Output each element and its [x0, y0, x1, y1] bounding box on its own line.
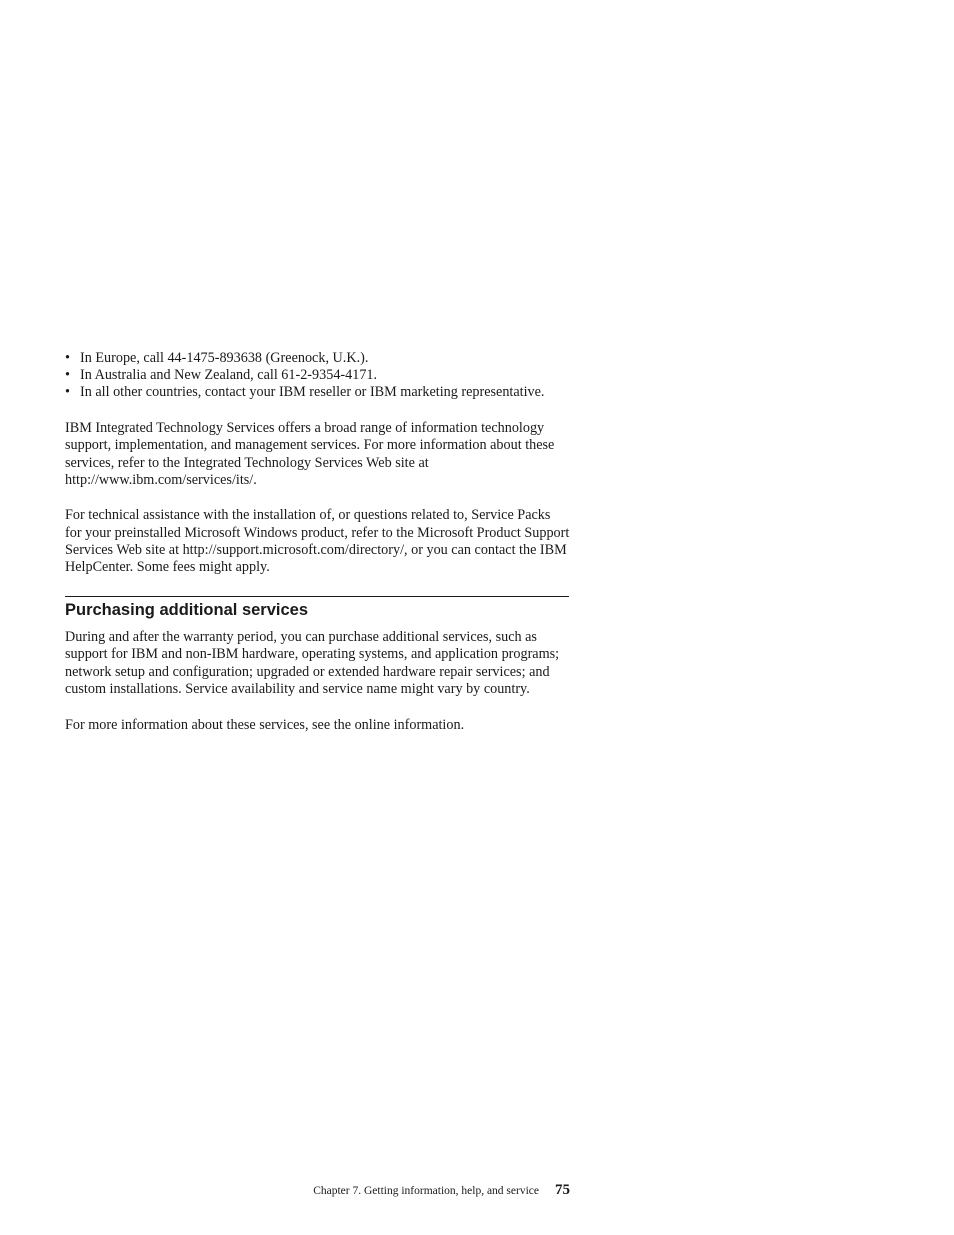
list-item	[65, 384, 570, 401]
footer-chapter-title: Chapter 7. Getting information, help, and service	[313, 1185, 539, 1197]
bullet-glyph: •	[65, 367, 70, 384]
contact-bullet-list	[65, 350, 570, 402]
section-heading: Purchasing additional services	[65, 601, 309, 620]
list-item-text: In all other countries, contact your IBM reseller or IBM marketing representative.	[80, 384, 545, 401]
bullet-glyph: •	[65, 350, 70, 366]
list-item-text: In Europe, call 44-1475-893638 (Greenock, U.K.).	[80, 350, 369, 366]
page-footer	[0, 1181, 570, 1199]
list-item	[65, 367, 570, 384]
list-item-text: In Australia and New Zealand, call 61-2-9354-4171.	[80, 367, 378, 384]
list-item	[65, 350, 570, 367]
tech-assist-paragraph: For technical assistance with the installation of, or questions related to, Service Packs for your preinstalled Microsoft Windows product, refer to the Microsoft Product Support Services Web site at http://support.microsoft.com/directory/, or you can contact the IBM HelpCenter. Some fees might apply.	[65, 507, 570, 576]
page-content	[65, 350, 570, 734]
its-paragraph: IBM Integrated Technology Services offers a broad range of information technology support, implementation, and management services. For more information about these services, refer to the Integrated Technology Services Web site at http://www.ibm.com/services/its/.	[65, 420, 555, 488]
page-number: 75	[555, 1182, 570, 1198]
section-divider	[65, 596, 569, 597]
section-paragraph: For more information about these services, see the online information.	[65, 716, 465, 733]
bullet-glyph: •	[65, 384, 70, 401]
section-paragraph: During and after the warranty period, you can purchase additional services, such as support for IBM and non-IBM hardware, operating systems, and application programs; network setup and configuration; upgraded or extended hardware repair services; and custom installations. Service availability and service name might vary by country.	[65, 629, 560, 697]
